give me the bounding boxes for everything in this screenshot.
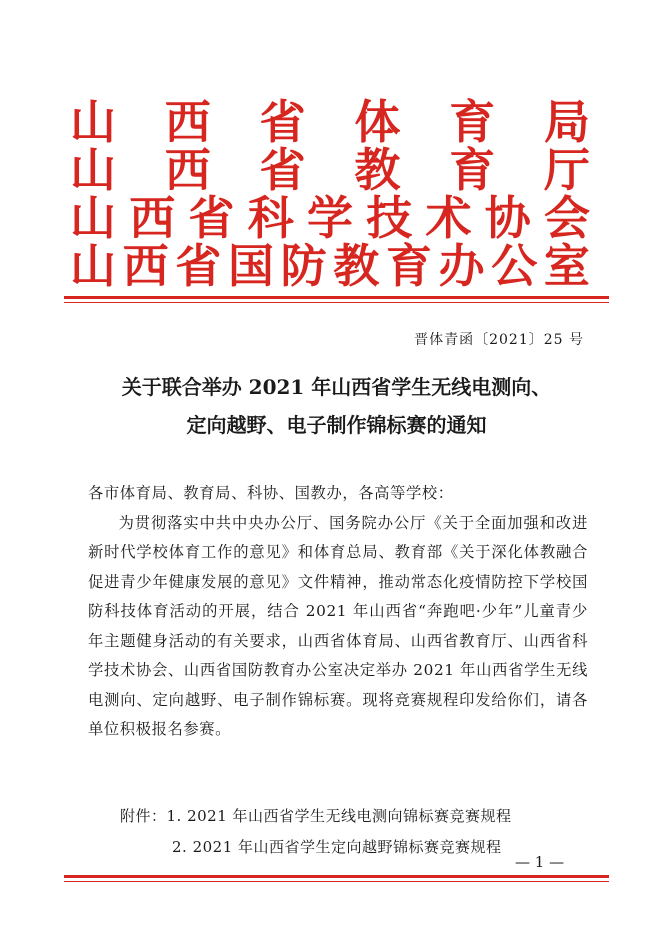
header-char: 公 <box>491 239 538 293</box>
page-number: — 1 — <box>515 853 565 871</box>
footer-divider-thick <box>64 875 609 878</box>
header-char: 科 <box>247 191 294 245</box>
header-char: 育 <box>385 239 432 293</box>
body-paragraph: 为贯彻落实中共中央办公厅、国务院办公厅《关于全面加强和改进新时代学校体育工作的意见》和体育总局、教育部《关于深化体教融合 促进青少年健康发展的意见》文件精神，推动常态化疫情防控下学校国防科技体育活动的开展，结合 2021 年山西省“奔跑吧·少年”儿童青少年主题健身活动的有关要求，山西省体育局、山西省教育厅、山西省科学技术协会、山西省国防教育办公室决定举办 2021 年山西省学生无线电测向、定向越野、电子制作锦标赛。现将竞赛规程印发给你们，请各单位积极报名参赛。 <box>88 513 588 738</box>
header-char: 局 <box>543 95 590 149</box>
issuing-authorities-header <box>70 95 590 293</box>
header-char: 会 <box>544 191 590 245</box>
header-char: 省 <box>175 239 222 293</box>
header-char: 西 <box>164 143 211 197</box>
footer-divider-thin <box>64 881 609 882</box>
header-char: 防 <box>280 239 327 293</box>
header-char: 省 <box>259 95 306 149</box>
document-title-line-2: 定向越野、电子制作锦标赛的通知 <box>186 413 487 437</box>
header-char: 办 <box>438 239 485 293</box>
header-char: 室 <box>543 239 590 293</box>
document-number: 晋体青函〔2021〕25 号 <box>414 332 584 348</box>
header-char: 西 <box>164 95 211 149</box>
header-char: 省 <box>259 143 306 197</box>
header-char: 学 <box>307 191 353 245</box>
header-char: 教 <box>354 143 401 197</box>
header-char: 教 <box>333 239 380 293</box>
header-char: 山 <box>70 95 116 149</box>
header-char: 厅 <box>543 143 590 197</box>
header-line-4 <box>70 239 590 293</box>
header-char: 西 <box>129 191 176 245</box>
header-char: 西 <box>122 239 169 293</box>
header-char: 山 <box>70 239 116 293</box>
header-line-3 <box>70 191 590 245</box>
document-body <box>88 479 588 745</box>
header-char: 山 <box>70 143 116 197</box>
document-title-line-1: 关于联合举办 2021 年山西省学生无线电测向、 <box>121 375 552 399</box>
header-char: 术 <box>425 191 472 245</box>
attachment-item-2: 2. 2021 年山西省学生定向越野锦标赛竞赛规程 <box>172 838 502 856</box>
header-line-1 <box>70 95 590 149</box>
header-divider-thick <box>64 296 609 299</box>
header-char: 协 <box>484 191 531 245</box>
header-char: 山 <box>70 191 116 245</box>
header-char: 育 <box>449 143 496 197</box>
header-char: 体 <box>354 95 401 149</box>
header-char: 国 <box>227 239 274 293</box>
header-char: 省 <box>188 191 235 245</box>
header-line-2 <box>70 143 590 197</box>
header-char: 技 <box>366 191 413 245</box>
salutation: 各市体育局、教育局、科协、国教办，各高等学校： <box>88 484 454 502</box>
header-char: 育 <box>449 95 496 149</box>
header-divider-thin <box>64 302 609 303</box>
attachment-item-1: 附件：1. 2021 年山西省学生无线电测向锦标赛竞赛规程 <box>120 807 512 825</box>
